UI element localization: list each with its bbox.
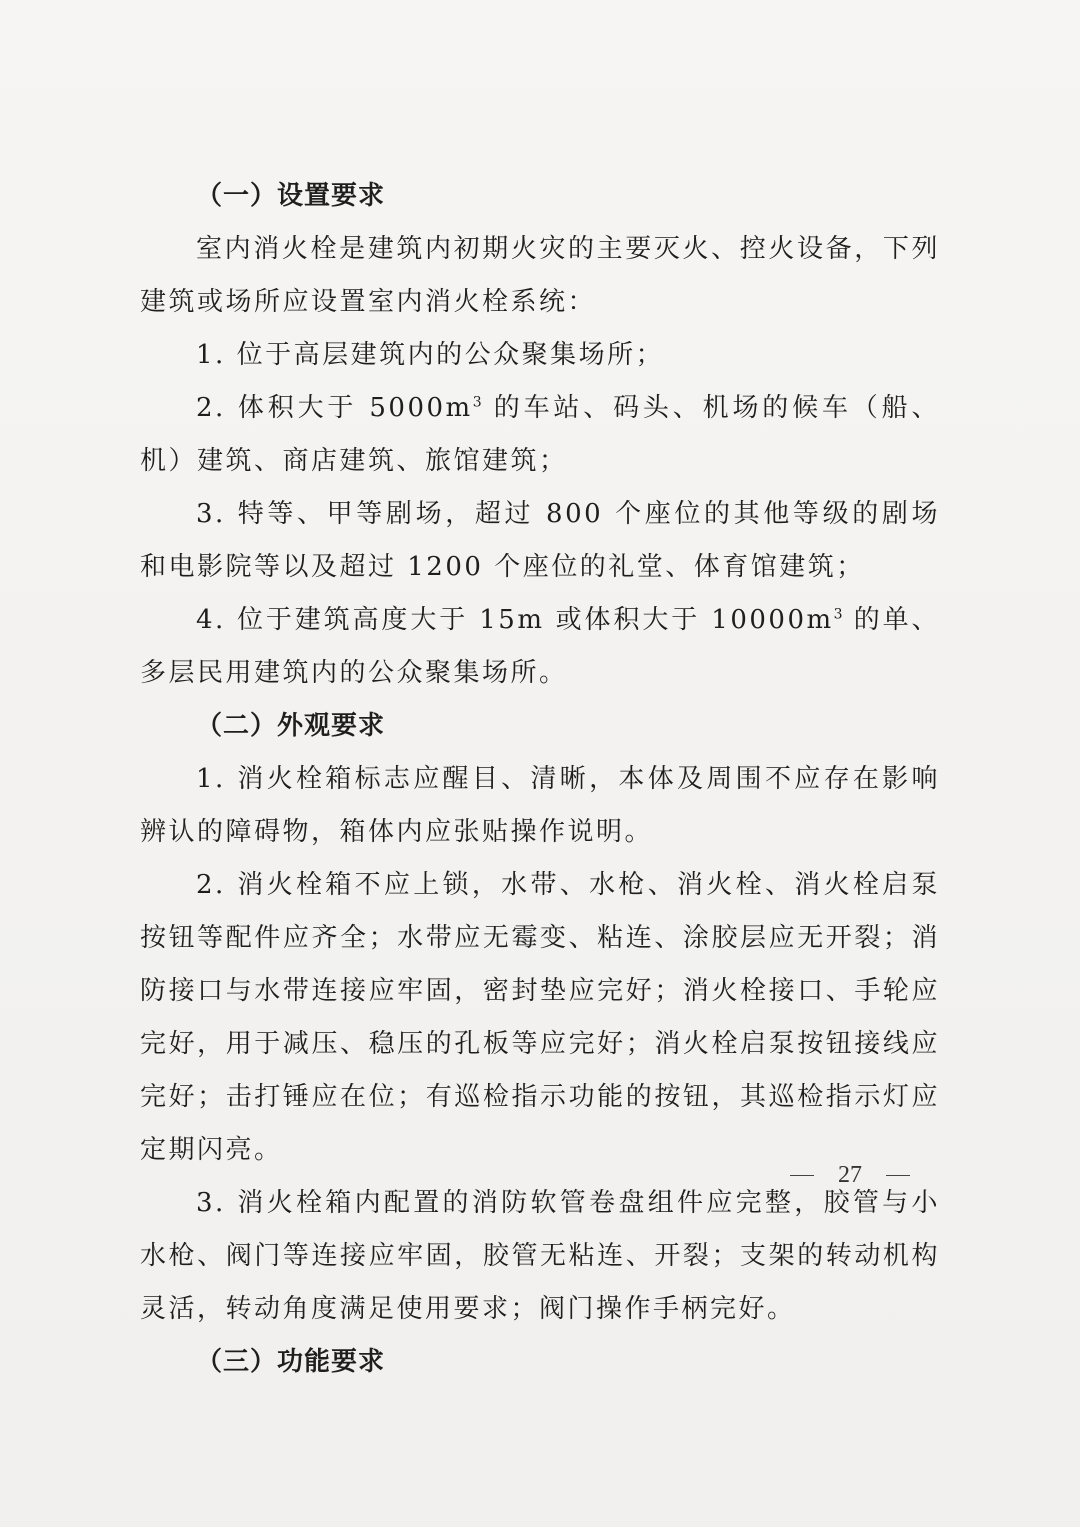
list-item-1-1: 1. 位于高层建筑内的公众聚集场所； [196,340,665,370]
footer-dash-right [886,1175,910,1176]
list-item-2-3: 3. 消火栓箱内配置的消防软管卷盘组件应完整，胶管与小水枪、阀门等连接应牢固，胶管无粘连、开裂；支架的转动机构灵活，转动角度满足使用要求；阀门操作手柄完好。 [140,1188,940,1324]
document-body [140,170,940,1389]
page-footer [790,1160,910,1190]
list-item-1-2-text-a: 2. 体积大于 5000m [196,393,473,423]
superscript-cubic: 3 [472,394,482,411]
section-heading-2: （二）外观要求 [196,711,386,741]
list-item-2-1: 1. 消火栓箱标志应醒目、清晰，本体及周围不应存在影响辨认的障碍物，箱体内应张贴操作说明。 [140,764,940,847]
list-item-1-2 [140,382,940,488]
section-heading-1: （一）设置要求 [196,181,386,211]
list-item-1-3: 3. 特等、甲等剧场，超过 800 个座位的其他等级的剧场和电影院等以及超过 1200 个座位的礼堂、体育馆建筑； [140,499,940,582]
section-heading-3: （三）功能要求 [196,1347,386,1377]
list-item-1-2-text-b: 的车站、码头、机场的候车（船、机）建筑、商店建筑、旅馆建筑； [140,393,940,476]
list-item-1-4-text-a: 4. 位于建筑高度大于 15m 或体积大于 10000m [196,605,834,635]
page-number: 27 [838,1161,862,1188]
footer-dash-left [790,1175,814,1176]
list-item-1-4-text-b: 的单、多层民用建筑内的公众聚集场所。 [140,605,941,688]
list-item-2-2: 2. 消火栓箱不应上锁，水带、水枪、消火栓、消火栓启泵按钮等配件应齐全；水带应无霉变、粘连、涂胶层应无开裂；消防接口与水带连接应牢固，密封垫应完好；消火栓接口、手轮应完好，用于减压、稳压的孔板等应完好；消火栓启泵按钮接线应完好；击打锤应在位；有巡检指示功能的按钮，其巡检指示灯应定期闪亮。 [140,870,940,1165]
list-item-1-4 [140,594,940,700]
paragraph-intro: 室内消火栓是建筑内初期火灾的主要灭火、控火设备，下列建筑或场所应设置室内消火栓系统： [140,234,940,317]
superscript-cubic: 3 [833,606,843,623]
